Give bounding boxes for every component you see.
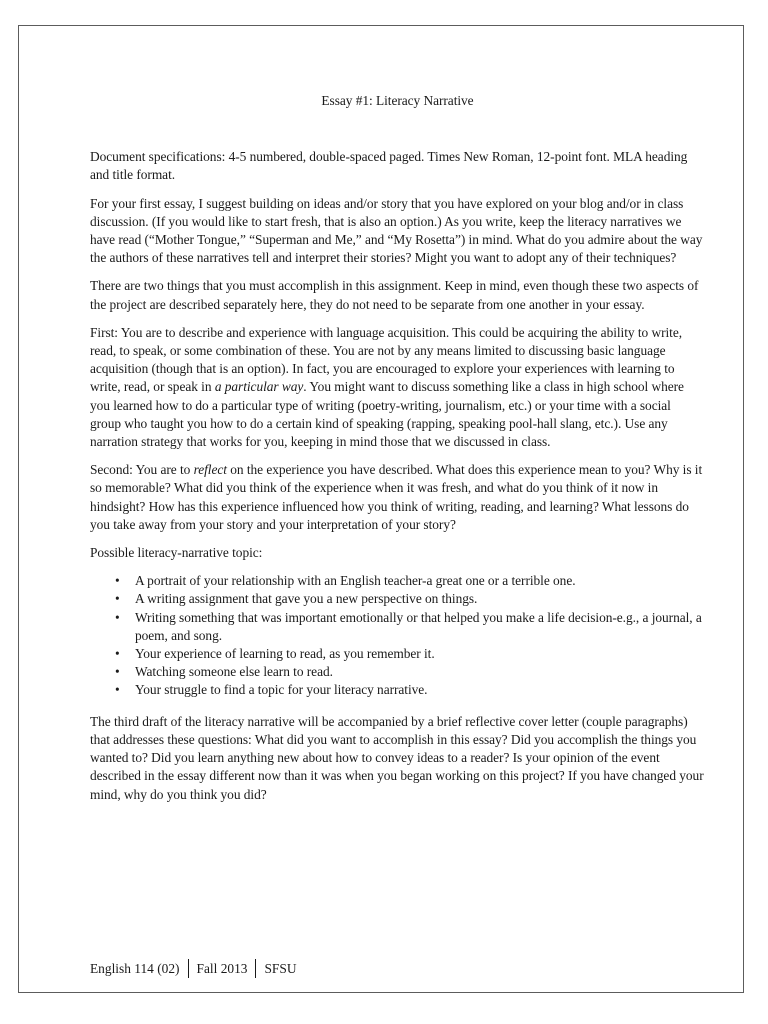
paragraph-specifications: Document specifications: 4-5 numbered, double-spaced paged. Times New Roman, 12-point font. MLA heading and title format.: [90, 149, 688, 183]
paragraph-introduction: For your first essay, I suggest building on ideas and/or story that you have explored on your blog and/or in class discussion. (If you would like to start fresh, that is also an option.) As you write, keep the literacy narratives we have read (“Mother Tongue,” “Superman and Me,” and “My Rosetta”) in mind. What do you admire about the way the authors of these narratives tell and interpret their stories? Might you want to adopt any of their techniques?: [90, 195, 703, 266]
footer-divider: [188, 959, 189, 978]
bullet-icon: •: [115, 646, 120, 662]
paragraph-second-emphasis: reflect: [193, 462, 227, 478]
topics-heading: Possible literacy-narrative topic:: [90, 545, 263, 561]
topic-text: Your experience of learning to read, as you remember it.: [135, 646, 435, 662]
topic-text: Writing something that was important emotionally or that helped you make a life decision-e.g., a journal, a poem, and song.: [135, 609, 702, 643]
list-item: [115, 572, 705, 590]
list-item: [115, 681, 705, 699]
topics-list: [90, 572, 705, 699]
bullet-icon: •: [115, 682, 120, 698]
list-item: [115, 590, 705, 608]
paragraph-second-text: Second: You are to: [90, 462, 194, 478]
page-footer: [90, 959, 297, 978]
list-item: [115, 609, 705, 645]
paragraph-first-text: First: You are to describe and experience with language acquisition. This could be acquiring the ability to write, read, to speak, or some combination of these. You are not by any means limited to discussing basic language acquisition (though that is an option). In fact, you are encouraged to explore your experiences with learning to write, read, or speak in: [90, 324, 683, 395]
bullet-icon: •: [115, 573, 120, 589]
list-item: [115, 645, 705, 663]
bullet-icon: •: [115, 664, 120, 680]
paragraph-closing: The third draft of the literacy narrative will be accompanied by a brief reflective cover letter (couple paragraphs) that addresses these questions: What did you want to accomplish in this essay? Did you accomplish the things you wanted to? Did you learn anything new about how to convey ideas to a reader? Is your opinion of the event described in the essay different now than it was when you began working on this project? If you have changed your mind, why do you think you did?: [90, 713, 704, 802]
bullet-icon: •: [115, 609, 120, 625]
topic-text: Your struggle to find a topic for your literacy narrative.: [135, 682, 428, 698]
footer-course: English 114 (02): [90, 960, 180, 976]
paragraph-second-text-continued: on the experience you have described. What does this experience mean to you? Why is it so memorable? What did you think of the experience when it was fresh, and what do you think of it now in hindsight? How has this experience influenced how you think of writing, reading, and learning? What lessons do you take away from your story and your interpretation of your story?: [90, 462, 703, 532]
paragraph-first-emphasis: a particular way: [214, 379, 304, 395]
list-item: [115, 663, 705, 681]
topic-text: Watching someone else learn to read.: [135, 664, 333, 680]
document-body: [90, 92, 705, 814]
footer-term: Fall 2013: [196, 960, 248, 976]
document-title: Essay #1: Literacy Narrative: [321, 93, 474, 108]
topic-text: A writing assignment that gave you a new perspective on things.: [135, 591, 478, 607]
paragraph-two-things: There are two things that you must accomplish in this assignment. Keep in mind, even though these two aspects of the project are described separately here, they do not need to be separate from one another in your essay.: [90, 278, 699, 312]
footer-divider: [255, 959, 256, 978]
bullet-icon: •: [115, 591, 120, 607]
document-page: [18, 25, 744, 993]
paragraph-first: [90, 324, 705, 451]
topic-text: A portrait of your relationship with an English teacher-a great one or a terrible one.: [135, 573, 576, 589]
paragraph-first-text-continued: . You might want to discuss something like a class in high school where you learned how to do a particular type of writing (poetry-writing, journalism, etc.) or your time with a social group who taught you how to do a certain kind of speaking (rapping, speaking pool-hall slang, etc.). Use any narration strategy that works for you, keeping in mind those that we discussed in class.: [90, 379, 684, 450]
paragraph-second: [90, 461, 705, 534]
footer-school: SFSU: [264, 960, 297, 976]
